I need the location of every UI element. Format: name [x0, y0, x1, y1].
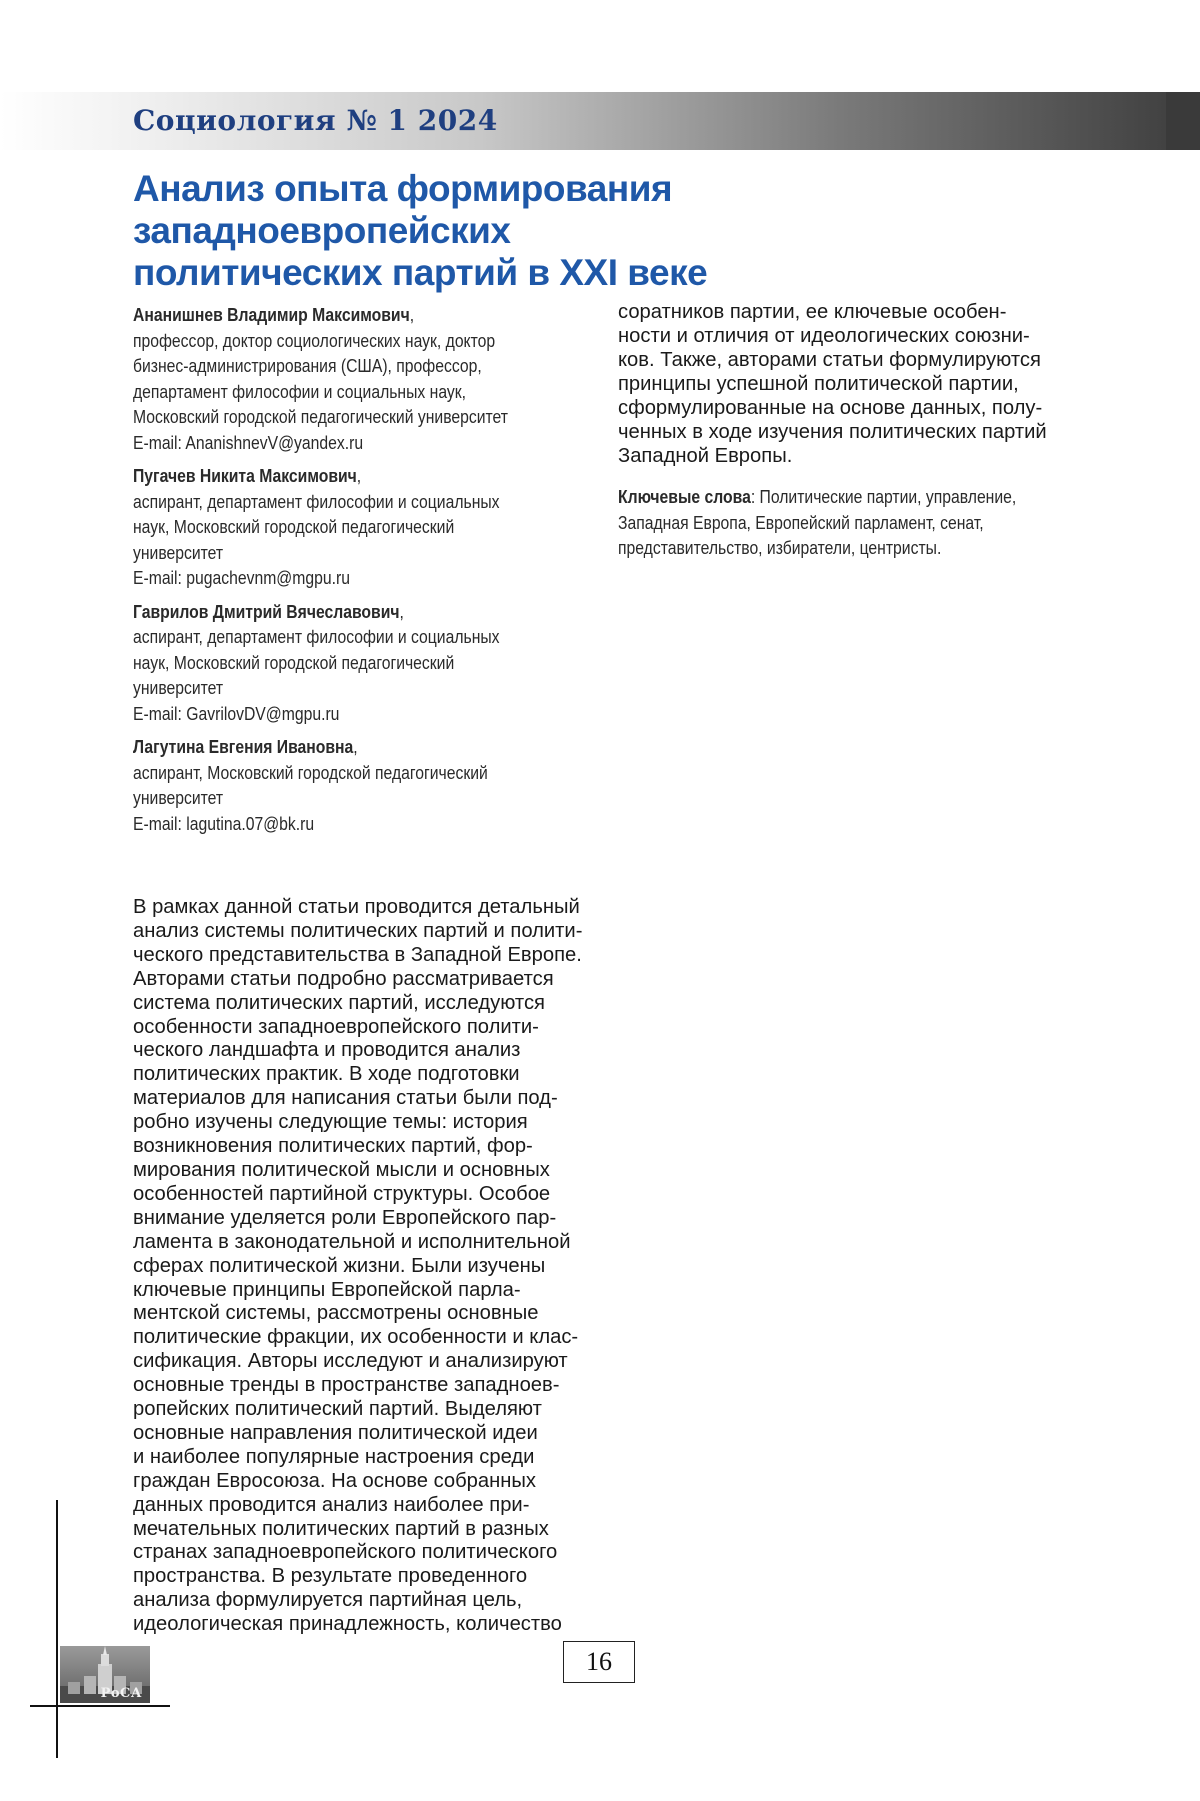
crop-mark-vertical [56, 1500, 58, 1758]
abstract-line: мечательных политических партий в разных [133, 1518, 581, 1542]
abstract-line: ческого ландшафта и проводится анализ [133, 1039, 581, 1063]
abstract-line: основные направления политической идеи [133, 1422, 581, 1446]
crop-mark-horizontal [30, 1705, 170, 1707]
abstract [133, 896, 581, 1637]
author-name: Пугачев Никита Максимович [133, 465, 357, 486]
abstract-line: ченных в ходе изучения политических партий [618, 420, 1070, 444]
author-detail: профессор, доктор социологических наук, доктор [133, 328, 533, 354]
author-block [133, 599, 533, 727]
author-detail: департамент философии и социальных наук, [133, 379, 533, 405]
abstract-line: ческого представительства в Западной Европе. [133, 944, 581, 968]
abstract-line: особенности западноевропейского полити- [133, 1016, 581, 1040]
abstract-line: особенностей партийной структуры. Особое [133, 1183, 581, 1207]
author-block [133, 463, 533, 591]
abstract-line: материалов для написания статьи были под- [133, 1087, 581, 1111]
page-number-text: 16 [586, 1647, 612, 1677]
author-email: E-mail: lagutina.07@bk.ru [133, 811, 533, 837]
abstract-line: система политических партий, исследуются [133, 992, 581, 1016]
abstract-line: странах западноевропейского политического [133, 1541, 581, 1565]
author-detail: наук, Московский городской педагогический [133, 514, 533, 540]
journal-logo [60, 1646, 150, 1703]
author-name-line: Гаврилов Дмитрий Вячеславович, [133, 599, 533, 625]
author-email: E-mail: GavrilovDV@mgpu.ru [133, 701, 533, 727]
author-name: Лагутина Евгения Ивановна [133, 736, 353, 757]
author-block [133, 302, 533, 455]
author-detail: университет [133, 785, 533, 811]
abstract-line: пространства. В результате проведенного [133, 1565, 581, 1589]
abstract-line: данных проводится анализ наиболее при- [133, 1494, 581, 1518]
abstract-line: основные тренды в пространстве западноев- [133, 1374, 581, 1398]
abstract-line: ключевые принципы Европейской парла- [133, 1279, 581, 1303]
author-detail: аспирант, Московский городской педагогический [133, 760, 533, 786]
abstract-line: политические фракции, их особенности и клас- [133, 1326, 581, 1350]
abstract-line: ков. Также, авторами статьи формулируются [618, 348, 1070, 372]
author-detail: аспирант, департамент философии и социальных [133, 489, 533, 515]
author-name-line: Ананишнев Владимир Максимович, [133, 302, 533, 328]
abstract-line: возникновения политических партий, фор- [133, 1135, 581, 1159]
keywords [618, 484, 1070, 561]
keywords-line: представительство, избиратели, центристы. [618, 535, 1070, 561]
journal-title: Социология № 1 2024 [133, 104, 498, 137]
article-title-line: политических партий в XXI веке [133, 252, 1033, 294]
abstract-line: внимание уделяется роли Европейского пар- [133, 1207, 581, 1231]
author-email: E-mail: pugachevnm@mgpu.ru [133, 565, 533, 591]
abstract-line: граждан Евросоюза. На основе собранных [133, 1470, 581, 1494]
abstract-line: анализа формулируется партийная цель, [133, 1589, 581, 1613]
author-name-line: Пугачев Никита Максимович, [133, 463, 533, 489]
abstract-line: ности и отличия от идеологических союзни- [618, 324, 1070, 348]
abstract-line: и наиболее популярные настроения среди [133, 1446, 581, 1470]
keywords-first-line [618, 484, 1070, 510]
author-name: Ананишнев Владимир Максимович [133, 304, 410, 325]
article-title-line: Анализ опыта формирования западноевропейских [133, 168, 1033, 252]
abstract-line: Авторами статьи подробно рассматривается [133, 968, 581, 992]
author-name: Гаврилов Дмитрий Вячеславович [133, 601, 399, 622]
abstract-line: В рамках данной статьи проводится детальный [133, 896, 581, 920]
author-detail: университет [133, 540, 533, 566]
abstract-line: идеологическая принадлежность, количество [133, 1613, 581, 1637]
abstract-line: соратников партии, ее ключевые особен- [618, 300, 1070, 324]
abstract-line: сферах политической жизни. Были изучены [133, 1255, 581, 1279]
abstract-line: принципы успешной политической партии, [618, 372, 1070, 396]
abstract-line: ламента в законодательной и исполнительной [133, 1231, 581, 1255]
abstract-line: анализ системы политических партий и полити- [133, 920, 581, 944]
header-band-end [1166, 92, 1200, 150]
author-name-line: Лагутина Евгения Ивановна, [133, 734, 533, 760]
author-detail: Московский городской педагогический университет [133, 404, 533, 430]
abstract-line: мирования политической мысли и основных [133, 1159, 581, 1183]
author-detail: бизнес-администрирования (США), профессор, [133, 353, 533, 379]
abstract-line: робно изучены следующие темы: история [133, 1111, 581, 1135]
keywords-text: : Политические партии, управление, [751, 486, 1016, 507]
author-email: E-mail: AnanishnevV@yandex.ru [133, 430, 533, 456]
author-detail: наук, Московский городской педагогический [133, 650, 533, 676]
abstract-line: политических практик. В ходе подготовки [133, 1063, 581, 1087]
author-block [133, 734, 533, 836]
article-title [133, 168, 1033, 294]
abstract-line: Западной Европы. [618, 444, 1070, 468]
abstract-line: сификация. Авторы исследуют и анализируют [133, 1350, 581, 1374]
page-number [563, 1641, 635, 1683]
authors-list [133, 302, 533, 844]
keywords-line: Западная Европа, Европейский парламент, сенат, [618, 510, 1070, 536]
keywords-label: Ключевые слова [618, 486, 751, 507]
author-detail: аспирант, департамент философии и социальных [133, 624, 533, 650]
author-detail: университет [133, 675, 533, 701]
abstract-line: ропейских политический партий. Выделяют [133, 1398, 581, 1422]
logo-text: РоСА [101, 1686, 142, 1701]
abstract-continued [618, 300, 1070, 468]
abstract-line: сформулированные на основе данных, полу- [618, 396, 1070, 420]
abstract-line: ментской системы, рассмотрены основные [133, 1302, 581, 1326]
